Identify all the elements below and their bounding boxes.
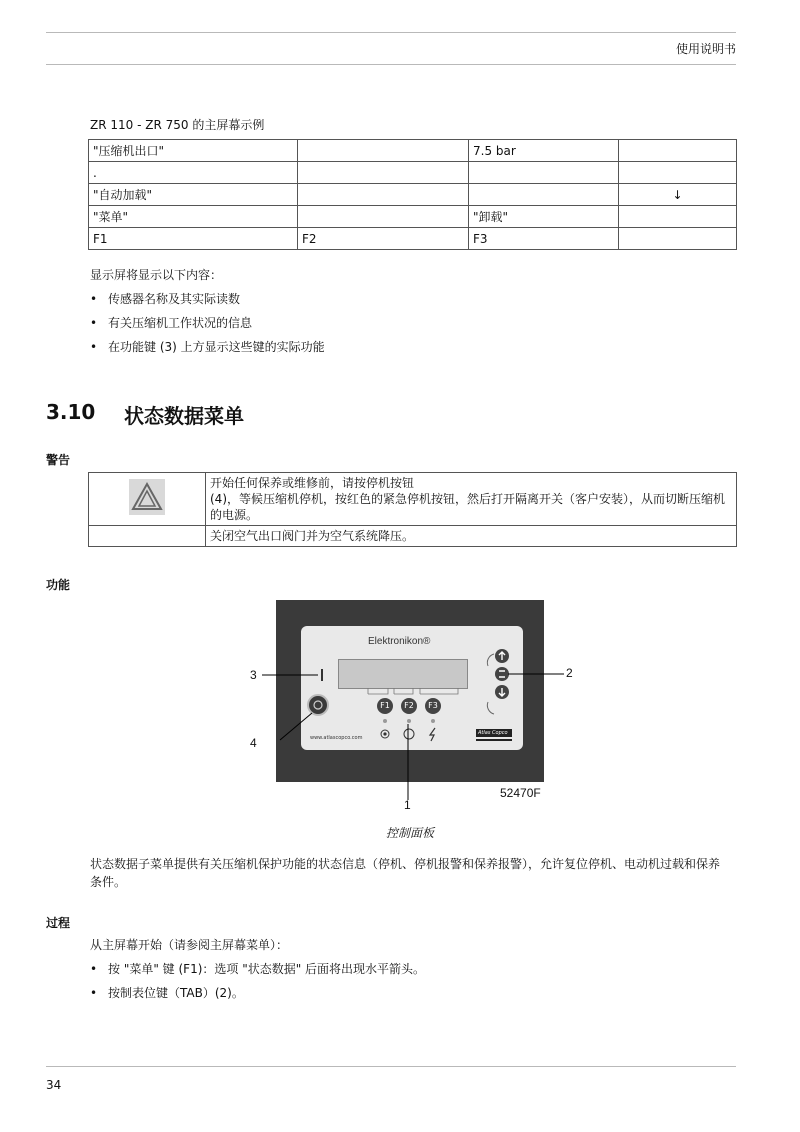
table-cell: F2 xyxy=(298,228,469,250)
key-f1[interactable]: F1 xyxy=(380,701,390,710)
procedure-heading: 过程 xyxy=(46,916,71,930)
header-bottom-rule xyxy=(46,64,736,65)
procedure-intro: 从主屏幕开始（请参阅主屏幕菜单）： xyxy=(90,938,289,952)
warning-heading: 警告 xyxy=(46,453,71,467)
table-row xyxy=(89,228,737,250)
atlas-copco-logo: Atlas Copco xyxy=(478,730,508,736)
display-intro: 显示屏将显示以下内容： xyxy=(90,268,223,282)
figure-caption: 控制面板 xyxy=(386,826,435,840)
table-row xyxy=(89,206,737,228)
table-cell xyxy=(298,140,469,162)
table-cell: F1 xyxy=(89,228,298,250)
table-cell xyxy=(619,162,737,184)
table-row xyxy=(89,473,737,526)
table-cell: 7.5 bar xyxy=(469,140,619,162)
table-row xyxy=(89,526,737,547)
list-item: • 在功能键 (3) 上方显示这些键的实际功能 xyxy=(90,338,325,362)
control-panel-figure xyxy=(248,598,578,816)
table-row xyxy=(89,184,737,206)
procedure-steps-list xyxy=(90,960,425,1008)
warning-triangle-icon xyxy=(129,479,165,515)
section-number: 3.10 xyxy=(46,400,96,424)
table-cell xyxy=(89,526,206,547)
list-item: • 有关压缩机工作状况的信息 xyxy=(90,314,325,338)
section-title: 状态数据菜单 xyxy=(124,404,244,428)
main-screen-table xyxy=(88,139,737,250)
table-row xyxy=(89,162,737,184)
table-cell: "压缩机出口" xyxy=(89,140,298,162)
warning-table xyxy=(88,472,737,547)
table-cell xyxy=(298,184,469,206)
list-item: • 传感器名称及其实际读数 xyxy=(90,290,325,314)
callout-3: 3 xyxy=(250,668,257,682)
function-heading: 功能 xyxy=(46,578,71,592)
table-cell xyxy=(619,206,737,228)
panel-brand: Elektronikon® xyxy=(368,636,431,647)
table-row xyxy=(89,140,737,162)
warning-text: 开始任何保养或维修前，请按停机按钮 (4)，等候压缩机停机，按红色的紧急停机按钮，然后打开隔离开关（客户安装），从而切断压缩机的电源。 xyxy=(206,473,737,526)
table-cell xyxy=(298,206,469,228)
footer-rule xyxy=(46,1066,736,1067)
table-cell: F3 xyxy=(469,228,619,250)
list-item: • 按制表位键（TAB）(2)。 xyxy=(90,984,425,1008)
main-screen-caption: ZR 110 - ZR 750 的主屏幕示例 xyxy=(90,118,265,132)
callout-1: 1 xyxy=(404,798,411,812)
website-label: www.atlascopco.com xyxy=(310,735,363,741)
table-cell xyxy=(619,140,737,162)
key-f3[interactable]: F3 xyxy=(428,701,438,710)
list-item: • 按 "菜单" 键 (F1)：选项 "状态数据" 后面将出现水平箭头。 xyxy=(90,960,425,984)
table-cell: . xyxy=(89,162,298,184)
table-cell xyxy=(298,162,469,184)
warning-icon-cell xyxy=(89,473,206,526)
figure-code: 52470F xyxy=(500,786,541,800)
table-cell: "卸载" xyxy=(469,206,619,228)
table-cell xyxy=(619,228,737,250)
key-f2[interactable]: F2 xyxy=(404,701,414,710)
page-number: 34 xyxy=(46,1078,62,1092)
display-items-list xyxy=(90,290,325,362)
callout-4: 4 xyxy=(250,736,257,750)
warning-text: 关闭空气出口阀门并为空气系统降压。 xyxy=(206,526,737,547)
down-arrow-icon: ↓ xyxy=(619,184,737,206)
table-cell: "菜单" xyxy=(89,206,298,228)
table-cell: "自动加载" xyxy=(89,184,298,206)
function-description: 状态数据子菜单提供有关压缩机保护功能的状态信息（停机、停机报警和保养报警），允许复位停机、电动机过载和保养条件。 xyxy=(90,857,721,889)
table-cell xyxy=(469,184,619,206)
header-top-rule xyxy=(46,32,736,33)
document-title: 使用说明书 xyxy=(675,42,736,56)
callout-2: 2 xyxy=(566,666,573,680)
table-cell xyxy=(469,162,619,184)
